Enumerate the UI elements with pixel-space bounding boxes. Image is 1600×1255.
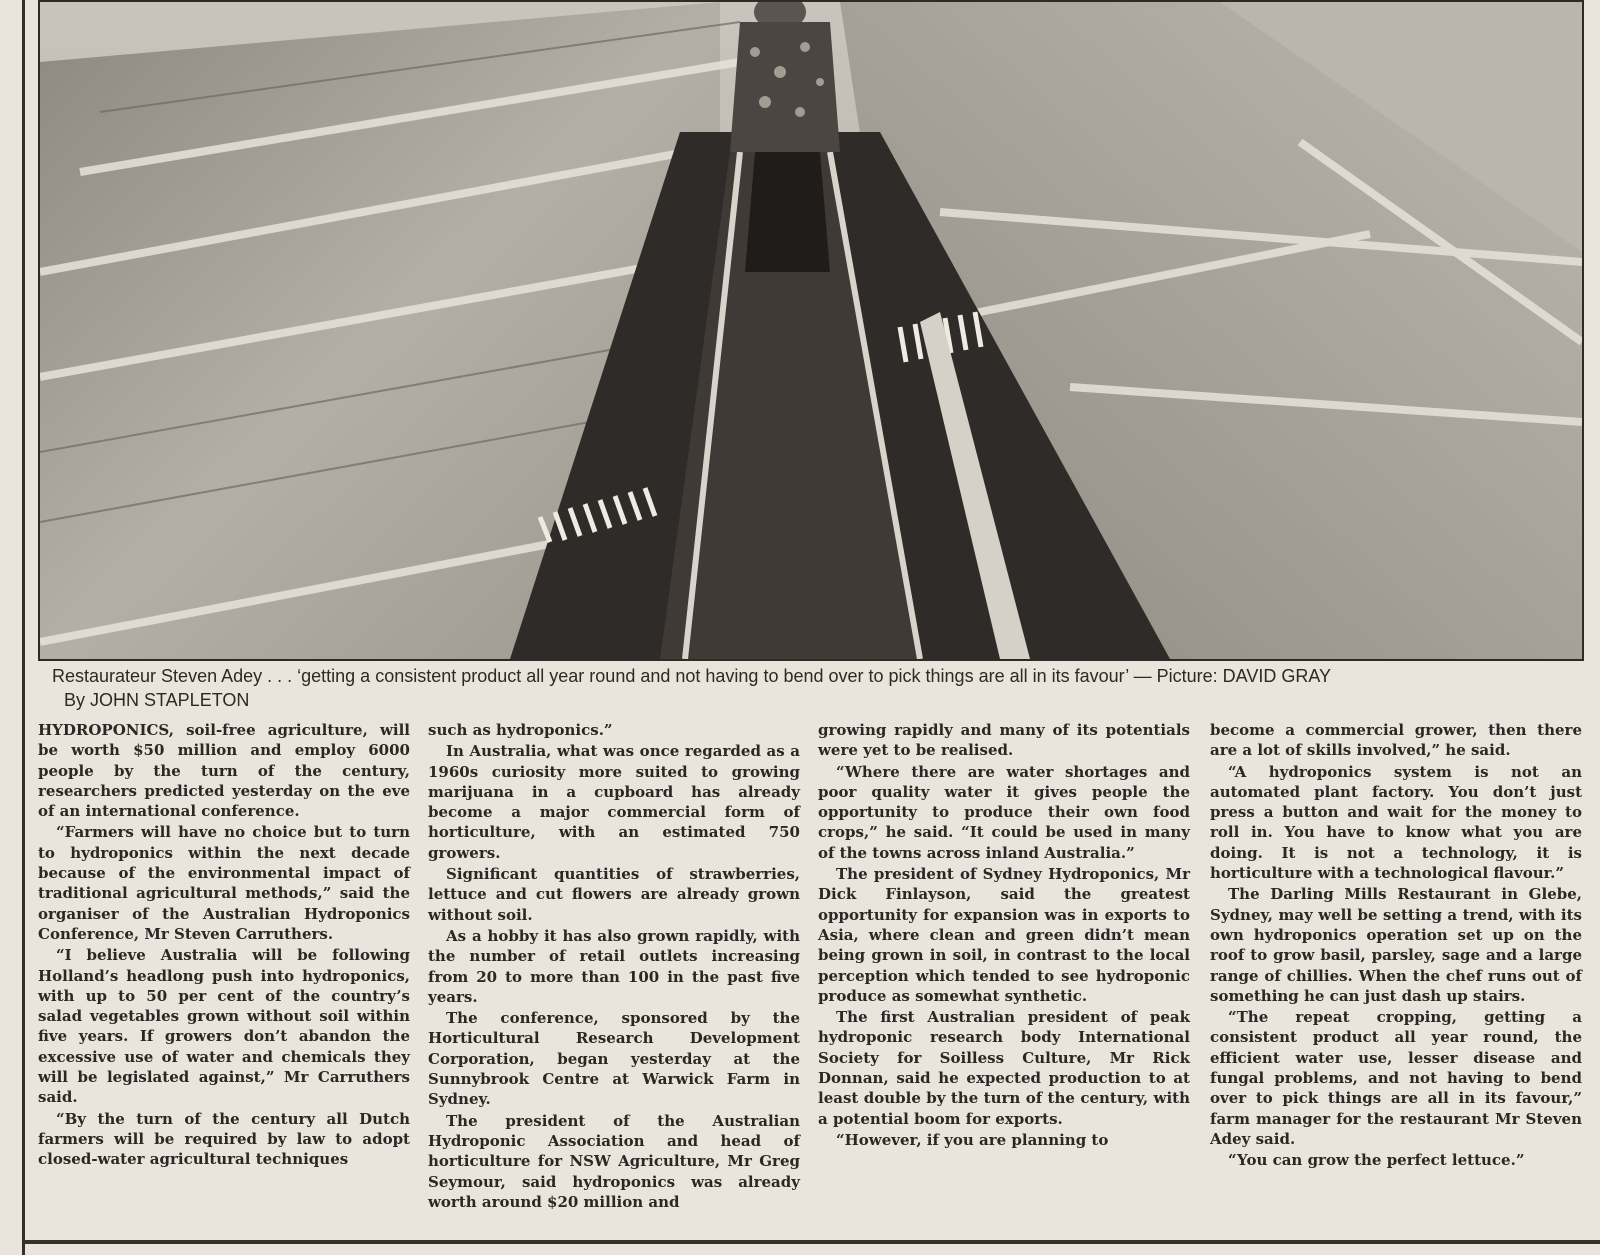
photo-caption: Restaurateur Steven Adey . . . ‘getting a consistent product all year round and not having to bend over to pick things are all in its favour’ — Picture: DAVID GRAY (52, 666, 1332, 686)
article-column-1 (38, 720, 410, 1170)
article-column-3 (818, 720, 1190, 1150)
paragraph: The conference, sponsored by the Horticultural Research Development Corporation, began yesterday at the Sunnybrook Centre at Warwick Farm in Sydney. (428, 1009, 800, 1109)
paragraph: HYDROPONICS, soil-free agriculture, will be worth $50 million and employ 6000 people by the turn of the century, researchers predicted yesterday on the eve of an international conference. (38, 721, 410, 821)
paragraph: The president of the Australian Hydroponic Association and head of horticulture for NSW Agriculture, Mr Greg Seymour, said hydroponics was already worth around $20 million and (428, 1111, 800, 1211)
paragraph: In Australia, what was once regarded as a 1960s curiosity more suited to growing marijuana in a cupboard has already become a major commercial form of horticulture, with an estimated 750 growers. (428, 742, 800, 862)
article-column-4 (1210, 720, 1582, 1171)
left-column-rule (22, 0, 25, 1255)
paragraph: “However, if you are planning to (836, 1130, 1109, 1149)
paragraph: The president of Sydney Hydroponics, Mr Dick Finlayson, said the greatest opportunity for expansion was in exports to Asia, where clean and green didn’t mean being grown in soil, in contrast to the local perception which tended to see hydroponic produce as somewhat synthetic. (818, 865, 1190, 1005)
paragraph: The first Australian president of peak hydroponic research body International Society for Soilless Culture, Mr Rick Donnan, said he expected production to at least double by the turn of the century, with a potential boom for exports. (818, 1008, 1190, 1128)
paragraph: growing rapidly and many of its potentials were yet to be realised. (818, 721, 1190, 760)
paragraph: “Where there are water shortages and poor quality water it gives people the opportunity to produce their own food crops,” he said. “It could be used in many of the towns across inland Australia.” (818, 762, 1190, 862)
paragraph: Significant quantities of strawberries, lettuce and cut flowers are already grown without soil. (428, 865, 800, 924)
paragraph: “Farmers will have no choice but to turn to hydroponics within the next decade because of the environmental impact of traditional agricultural methods,” said the organiser of the Australian Hydroponics Conference, Mr Steven Carruthers. (38, 823, 410, 943)
paragraph: The Darling Mills Restaurant in Glebe, Sydney, may well be setting a trend, with its own hydroponics operation set up on the roof to grow basil, parsley, sage and a large range of chillies. When the chef runs out of something he can just dash up stairs. (1210, 885, 1582, 1005)
paragraph: As a hobby it has also grown rapidly, with the number of retail outlets increasing from 20 to more than 100 in the past five years. (428, 926, 800, 1006)
paragraph: “By the turn of the century all Dutch farmers will be required by law to adopt closed-water agricultural techniques (38, 1109, 410, 1169)
greenhouse-roof-photo-icon (40, 2, 1582, 659)
bottom-rule (22, 1240, 1600, 1244)
article-column-2 (428, 720, 800, 1212)
article-photo (38, 0, 1584, 661)
paragraph: such as hydroponics.” (428, 721, 613, 739)
byline: By JOHN STAPLETON (64, 690, 250, 710)
paragraph: “A hydroponics system is not an automated plant factory. You don’t just press a button and wait for the money to roll in. You have to know what you are doing. It is not a technology, it is horticulture with a technological flavour.” (1210, 762, 1582, 883)
paragraph: “You can grow the perfect lettuce.” (1228, 1151, 1525, 1170)
paragraph: “The repeat cropping, getting a consistent product all year round, the efficient water use, lesser disease and fungal problems, and not having to bend over to pick things are all in its favour,” farm manager for the restaurant Mr Steven Adey said. (1210, 1008, 1582, 1148)
paragraph: “I believe Australia will be following Holland’s headlong push into hydroponics, with up to 50 per cent of the country’s salad vegetables grown without soil within five years. If growers don’t abandon the excessive use of water and chemicals they will be legislated against,” Mr Carruthers said. (38, 946, 410, 1107)
paragraph: become a commercial grower, then there are a lot of skills involved,” he said. (1210, 721, 1582, 760)
